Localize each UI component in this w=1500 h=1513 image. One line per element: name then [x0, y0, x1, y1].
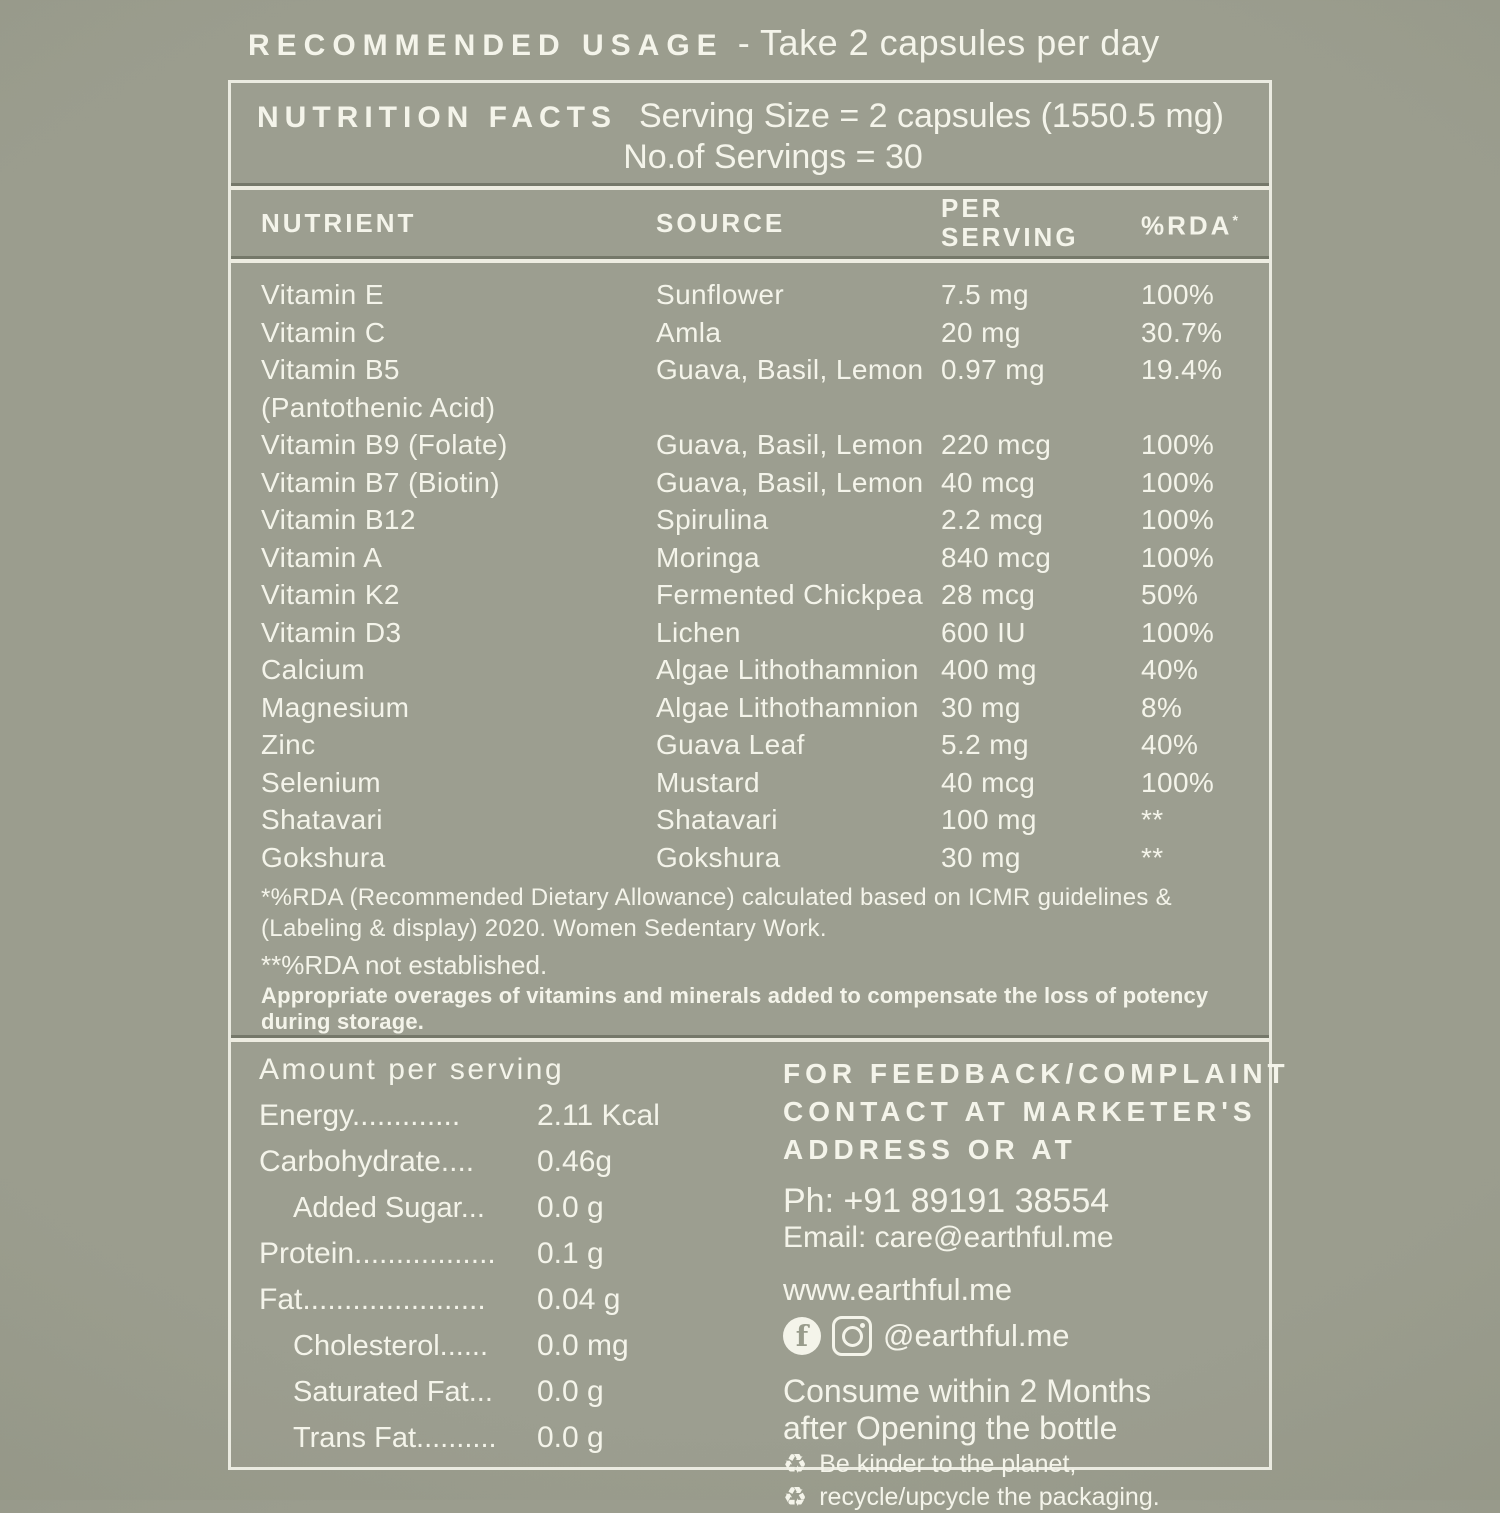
- rda-cell: 40%: [1141, 654, 1199, 685]
- table-row: [261, 839, 1269, 877]
- per-serving-cell: 100 mg: [941, 804, 1037, 835]
- nutrient-cell: Vitamin A: [261, 541, 383, 573]
- amount-row: [259, 1093, 783, 1139]
- rda-cell: 100%: [1141, 616, 1215, 648]
- table-column-headers: [231, 190, 1269, 256]
- rda-cell: 40%: [1141, 729, 1199, 760]
- source-cell: Moringa: [656, 541, 760, 573]
- rda-cell: 8%: [1141, 691, 1183, 723]
- amount-label: Trans Fat..........: [293, 1421, 497, 1454]
- eco-note-line1: Be kinder to the planet,: [819, 1450, 1077, 1478]
- per-serving-cell: 7.5 mg: [941, 279, 1029, 310]
- rda-cell: **: [1141, 804, 1164, 835]
- source-cell: Sunflower: [656, 279, 785, 310]
- nutrient-cell: Calcium: [261, 654, 365, 685]
- rda-cell: 100%: [1141, 466, 1215, 498]
- divider: [231, 256, 1269, 263]
- nutrient-cell: Vitamin B5 (Pantothenic Acid): [261, 351, 656, 426]
- source-cell: Algae Lithothamnion: [656, 691, 919, 723]
- source-cell: Guava Leaf: [656, 729, 805, 760]
- per-serving-cell: 5.2 mg: [941, 729, 1029, 760]
- per-serving-cell: 0.97 mg: [941, 354, 1045, 385]
- amount-label: Cholesterol......: [293, 1329, 489, 1362]
- nutrient-cell: Vitamin D3: [261, 616, 402, 648]
- amount-value: 0.0 g: [537, 1421, 604, 1454]
- amount-label: Fat......................: [259, 1283, 486, 1316]
- per-serving-cell: 840 mcg: [941, 541, 1052, 573]
- source-cell: Gokshura: [656, 841, 781, 873]
- nutrient-cell: Vitamin K2: [261, 579, 400, 610]
- nutrition-facts-header: [231, 83, 1269, 183]
- consume-note-line2: after Opening the bottle: [783, 1410, 1118, 1446]
- source-cell: Fermented Chickpea: [656, 579, 924, 610]
- amount-row: [259, 1139, 783, 1185]
- recommended-usage-label: RECOMMENDED USAGE: [248, 29, 724, 62]
- nutrient-cell: Vitamin C: [261, 316, 386, 348]
- rda-cell: 30.7%: [1141, 316, 1223, 348]
- amount-label: Carbohydrate....: [259, 1145, 475, 1178]
- table-row: [261, 689, 1269, 727]
- footnotes: [231, 880, 1269, 1035]
- amounts-title: Amount per serving: [259, 1053, 565, 1086]
- social-row: [783, 1313, 1290, 1359]
- amount-row: [259, 1185, 783, 1231]
- source-cell: Mustard: [656, 766, 760, 798]
- amount-label: Protein.................: [259, 1237, 496, 1270]
- amount-row: [259, 1323, 783, 1369]
- nutrition-facts-title: NUTRITION FACTS: [257, 101, 617, 134]
- per-serving-cell: 30 mg: [941, 691, 1021, 723]
- footnote-overages: Appropriate overages of vitamins and minerals added to compensate the loss of potency during storage.: [261, 983, 1209, 1034]
- table-row: [261, 651, 1269, 689]
- source-cell: Shatavari: [656, 804, 778, 835]
- table-row: [261, 614, 1269, 652]
- bottom-section: [231, 1035, 1290, 1513]
- rda-cell: 19.4%: [1141, 354, 1223, 385]
- rda-asterisk: *: [1232, 211, 1238, 228]
- recommended-usage: [248, 22, 1160, 64]
- contact-website: www.earthful.me: [783, 1272, 1013, 1307]
- instagram-lens: [842, 1326, 863, 1347]
- amount-value: 0.04 g: [537, 1283, 621, 1316]
- col-header-nutrient: NUTRIENT: [261, 207, 417, 238]
- col-header-per-serving: PER SERVING: [941, 193, 1079, 252]
- source-cell: Guava, Basil, Lemon: [656, 466, 924, 498]
- per-serving-cell: 20 mg: [941, 316, 1021, 348]
- amount-row: [259, 1277, 783, 1323]
- amount-value: 0.0 g: [537, 1191, 604, 1224]
- contact-heading-line3: ADDRESS OR AT: [783, 1134, 1077, 1165]
- source-cell: Guava, Basil, Lemon: [656, 354, 924, 385]
- contact-phone: Ph: +91 89191 38554: [783, 1182, 1110, 1220]
- nutrient-table: [231, 263, 1269, 880]
- divider: [231, 183, 1269, 190]
- nutrient-cell: Shatavari: [261, 804, 383, 835]
- per-serving-cell: 28 mcg: [941, 579, 1036, 610]
- source-cell: Guava, Basil, Lemon: [656, 429, 924, 460]
- rda-cell: **: [1141, 841, 1164, 873]
- nutrient-cell: Selenium: [261, 766, 381, 798]
- source-cell: Spirulina: [656, 504, 769, 535]
- footnote-not-established: **%RDA not established.: [261, 950, 548, 980]
- instagram-dot: [860, 1323, 865, 1328]
- table-row: [261, 276, 1269, 314]
- rda-cell: 100%: [1141, 766, 1215, 798]
- amount-per-serving-block: [231, 1049, 783, 1497]
- amount-value: 0.0 g: [537, 1375, 604, 1408]
- nutrient-cell: Magnesium: [261, 691, 410, 723]
- nutrient-cell-line2: (Pantothenic Acid): [261, 391, 496, 423]
- nutrient-cell: Vitamin E: [261, 279, 384, 310]
- nutrient-cell: Vitamin B7 (Biotin): [261, 466, 500, 498]
- amount-value: 0.1 g: [537, 1237, 604, 1270]
- amount-value: 0.46g: [537, 1145, 613, 1178]
- contact-email: Email: care@earthful.me: [783, 1221, 1114, 1254]
- rda-cell: 100%: [1141, 279, 1215, 310]
- amount-label: Saturated Fat...: [293, 1375, 493, 1408]
- footnote-rda-line1: *%RDA (Recommended Dietary Allowance) calculated based on ICMR guidelines &: [261, 884, 1172, 911]
- eco-note-row: [783, 1482, 1290, 1513]
- serving-size: Serving Size = 2 capsules (1550.5 mg): [639, 97, 1224, 135]
- per-serving-cell: 2.2 mcg: [941, 504, 1044, 535]
- rda-cell: 50%: [1141, 579, 1199, 610]
- rda-cell: 100%: [1141, 429, 1215, 460]
- per-serving-cell: 40 mcg: [941, 766, 1036, 798]
- instagram-icon: [832, 1316, 872, 1356]
- contact-block: [783, 1049, 1290, 1513]
- table-row: [261, 351, 1269, 426]
- table-row: [261, 764, 1269, 802]
- per-serving-cell: 400 mg: [941, 654, 1037, 685]
- amount-row: [259, 1231, 783, 1277]
- col-header-source: SOURCE: [656, 207, 786, 238]
- per-serving-cell: 600 IU: [941, 616, 1026, 648]
- table-row: [261, 539, 1269, 577]
- table-row: [261, 801, 1269, 839]
- nutrient-cell: Vitamin B12: [261, 504, 416, 535]
- divider: [231, 1035, 1269, 1042]
- col-header-rda: %RDA*: [1141, 210, 1238, 241]
- servings-count: No.of Servings = 30: [623, 138, 923, 176]
- amount-label: Added Sugar...: [293, 1191, 485, 1224]
- amount-row: [259, 1369, 783, 1415]
- per-serving-cell: 40 mcg: [941, 466, 1036, 498]
- recycle-icon: ♻: [783, 1449, 808, 1480]
- nutrition-facts-panel: [228, 80, 1290, 1513]
- contact-heading-line2: CONTACT AT MARKETER'S: [783, 1096, 1257, 1127]
- consume-note-line1: Consume within 2 Months: [783, 1373, 1152, 1409]
- table-row: [261, 726, 1269, 764]
- per-serving-cell: 220 mcg: [941, 429, 1052, 460]
- amount-row: [259, 1415, 783, 1461]
- table-row: [261, 576, 1269, 614]
- amount-value: 0.0 mg: [537, 1329, 629, 1362]
- recommended-usage-text: - Take 2 capsules per day: [737, 22, 1160, 63]
- table-row: [261, 426, 1269, 464]
- table-row: [261, 314, 1269, 352]
- eco-note-line2: recycle/upcycle the packaging.: [819, 1483, 1160, 1511]
- rda-cell: 100%: [1141, 541, 1215, 573]
- social-handle: @earthful.me: [883, 1318, 1070, 1353]
- source-cell: Lichen: [656, 616, 741, 648]
- nutrient-cell: Gokshura: [261, 841, 386, 873]
- source-cell: Amla: [656, 316, 722, 348]
- nutrient-cell: Zinc: [261, 729, 316, 760]
- table-row: [261, 501, 1269, 539]
- rda-cell: 100%: [1141, 504, 1215, 535]
- footnote-rda-line2: (Labeling & display) 2020. Women Sedentary Work.: [261, 915, 827, 942]
- eco-note-row: [783, 1449, 1290, 1480]
- amount-label: Energy.............: [259, 1099, 461, 1132]
- nutrient-cell: Vitamin B9 (Folate): [261, 429, 508, 460]
- recycle-icon: ♻: [783, 1482, 808, 1513]
- amount-value: 2.11 Kcal: [537, 1099, 660, 1132]
- source-cell: Algae Lithothamnion: [656, 654, 919, 685]
- contact-heading-line1: FOR FEEDBACK/COMPLAINT: [783, 1058, 1290, 1089]
- table-row: [261, 464, 1269, 502]
- per-serving-cell: 30 mg: [941, 841, 1021, 873]
- facebook-icon: f: [783, 1317, 821, 1355]
